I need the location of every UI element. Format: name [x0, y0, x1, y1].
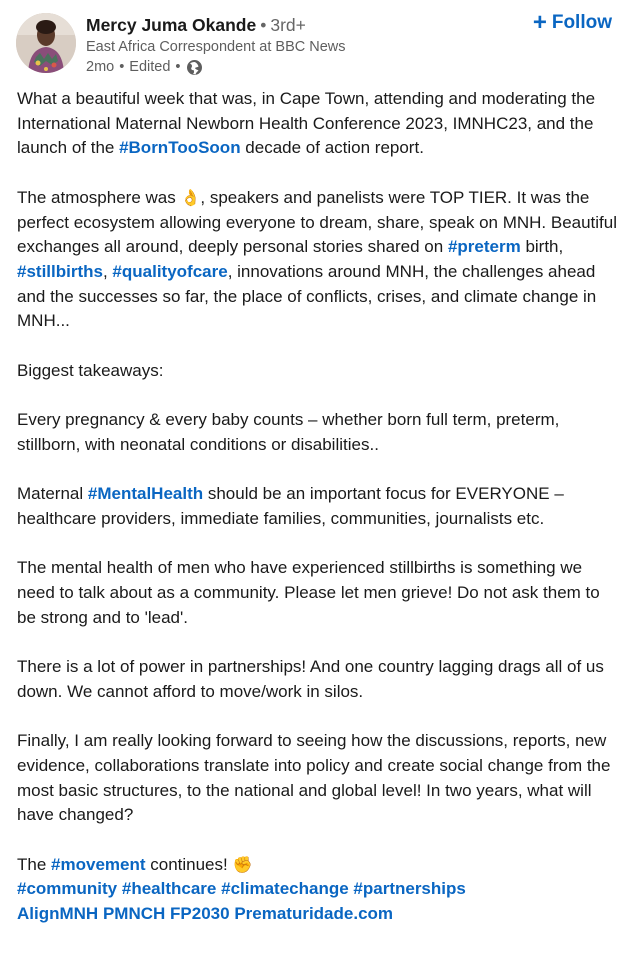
post-line: and the successes so far, the place of conflicts, crises, and climate change in: [17, 286, 597, 306]
text-fragment: ,: [102, 261, 113, 281]
separator-dot: •: [175, 59, 181, 75]
post-line: have changed?: [17, 805, 134, 825]
post-line: Finally, I am really looking forward to seeing how the discussions, reports, new: [17, 731, 607, 751]
post-time: 2mo: [86, 59, 115, 75]
mention-line: [17, 902, 634, 927]
mention-link[interactable]: PMNCH: [102, 904, 166, 924]
post-line: perfect ecosystem allowing everyone to dream, share, speak on MNH. Beautiful: [17, 212, 618, 232]
mention-link[interactable]: FP2030: [170, 904, 230, 924]
raised-fist-emoji: ✊: [232, 854, 253, 874]
hashtag-link[interactable]: #partnerships: [353, 879, 466, 899]
post-line: healthcare providers, immediate families, communities, journalists etc.: [17, 508, 545, 528]
post-line: need to talk about as a community. Please let men grieve! Do not ask them to: [17, 582, 600, 602]
post-paragraph: [17, 359, 634, 384]
post-line: [17, 482, 634, 507]
post-line: down. We cannot afford to move/work in silos.: [17, 681, 364, 701]
author-headline: East Africa Correspondent at BBC News: [86, 39, 346, 55]
post-paragraph: [17, 655, 634, 704]
post-line: most basic structures, to the national and global level! In two years, what will: [17, 780, 592, 800]
post-paragraph: [17, 87, 634, 161]
post-meta: [86, 58, 203, 76]
text-fragment: should be an important focus for EVERYONE –: [203, 484, 564, 504]
post-line: [17, 136, 634, 161]
plus-icon: +: [532, 9, 547, 36]
connection-degree: 3rd+: [270, 15, 306, 35]
post-paragraph: [17, 729, 634, 828]
globe-icon: [186, 59, 203, 76]
follow-label: Follow: [551, 12, 612, 33]
hashtag-link[interactable]: #MentalHealth: [87, 484, 204, 504]
text-fragment: The atmosphere was: [17, 187, 181, 207]
post-line: There is a lot of power in partnerships! And one country lagging drags all of us: [17, 657, 604, 677]
hashtag-line: [17, 877, 634, 902]
post-paragraph: [17, 556, 634, 630]
ok-hand-emoji: 👌: [180, 187, 201, 207]
post-paragraph: [17, 853, 634, 927]
post-line: International Maternal Newborn Health Conference 2023, IMNHC23, and the: [17, 113, 594, 133]
hashtag-link[interactable]: #healthcare: [121, 879, 217, 899]
text-fragment: decade of action report.: [240, 138, 424, 158]
avatar[interactable]: [16, 13, 76, 73]
post-line: be strong and to 'lead'.: [17, 607, 188, 627]
text-fragment: birth,: [520, 237, 564, 257]
post-line: stillborn, with neonatal conditions or disabilities..: [17, 434, 379, 454]
separator-dot: •: [119, 59, 125, 75]
edited-label: Edited: [129, 59, 171, 75]
hashtag-link[interactable]: #climatechange: [221, 879, 349, 899]
hashtag-link[interactable]: #stillbirths: [17, 261, 103, 281]
mention-link[interactable]: AlignMNH: [17, 904, 99, 924]
post-line: The mental health of men who have experienced stillbirths is something we: [17, 558, 583, 578]
post-paragraph: [17, 408, 634, 457]
post-line: MNH...: [17, 311, 70, 331]
post-paragraph: [17, 186, 634, 334]
text-fragment: Maternal: [17, 484, 88, 504]
post-paragraph: [17, 482, 634, 531]
post-line: Biggest takeaways:: [17, 360, 164, 380]
hashtag-link[interactable]: #movement: [51, 854, 146, 874]
hashtag-link[interactable]: #BornTooSoon: [119, 138, 241, 158]
post-body: [17, 87, 634, 951]
avatar-photo: [16, 13, 76, 73]
author-line: [86, 14, 306, 36]
hashtag-link[interactable]: #community: [17, 879, 118, 899]
hashtag-link[interactable]: #qualityofcare: [112, 261, 228, 281]
post-line: What a beautiful week that was, in Cape Town, attending and moderating the: [17, 89, 596, 108]
text-fragment: , speakers and panelists were TOP TIER. It was the: [200, 187, 590, 207]
post-line: [17, 186, 634, 211]
follow-button[interactable]: [533, 11, 612, 35]
post-header: [0, 0, 634, 86]
text-fragment: launch of the: [17, 138, 120, 158]
text-fragment: , innovations around MNH, the challenges ahead: [227, 261, 596, 281]
post-line: Every pregnancy & every baby counts – whether born full term, preterm,: [17, 410, 560, 430]
text-fragment: The: [17, 854, 52, 874]
separator-dot: •: [260, 15, 267, 35]
post-line: [17, 260, 634, 285]
mention-link[interactable]: Prematuridade.com: [234, 904, 394, 924]
text-fragment: continues!: [145, 854, 233, 874]
post-line: evidence, collaborations translate into policy and create social change from the: [17, 755, 611, 775]
hashtag-link[interactable]: #preterm: [447, 237, 521, 257]
post-line: [17, 853, 634, 878]
author-name[interactable]: Mercy Juma Okande: [86, 15, 257, 35]
post-line: [17, 235, 634, 260]
text-fragment: exchanges all around, deeply personal stories shared on: [17, 237, 448, 257]
